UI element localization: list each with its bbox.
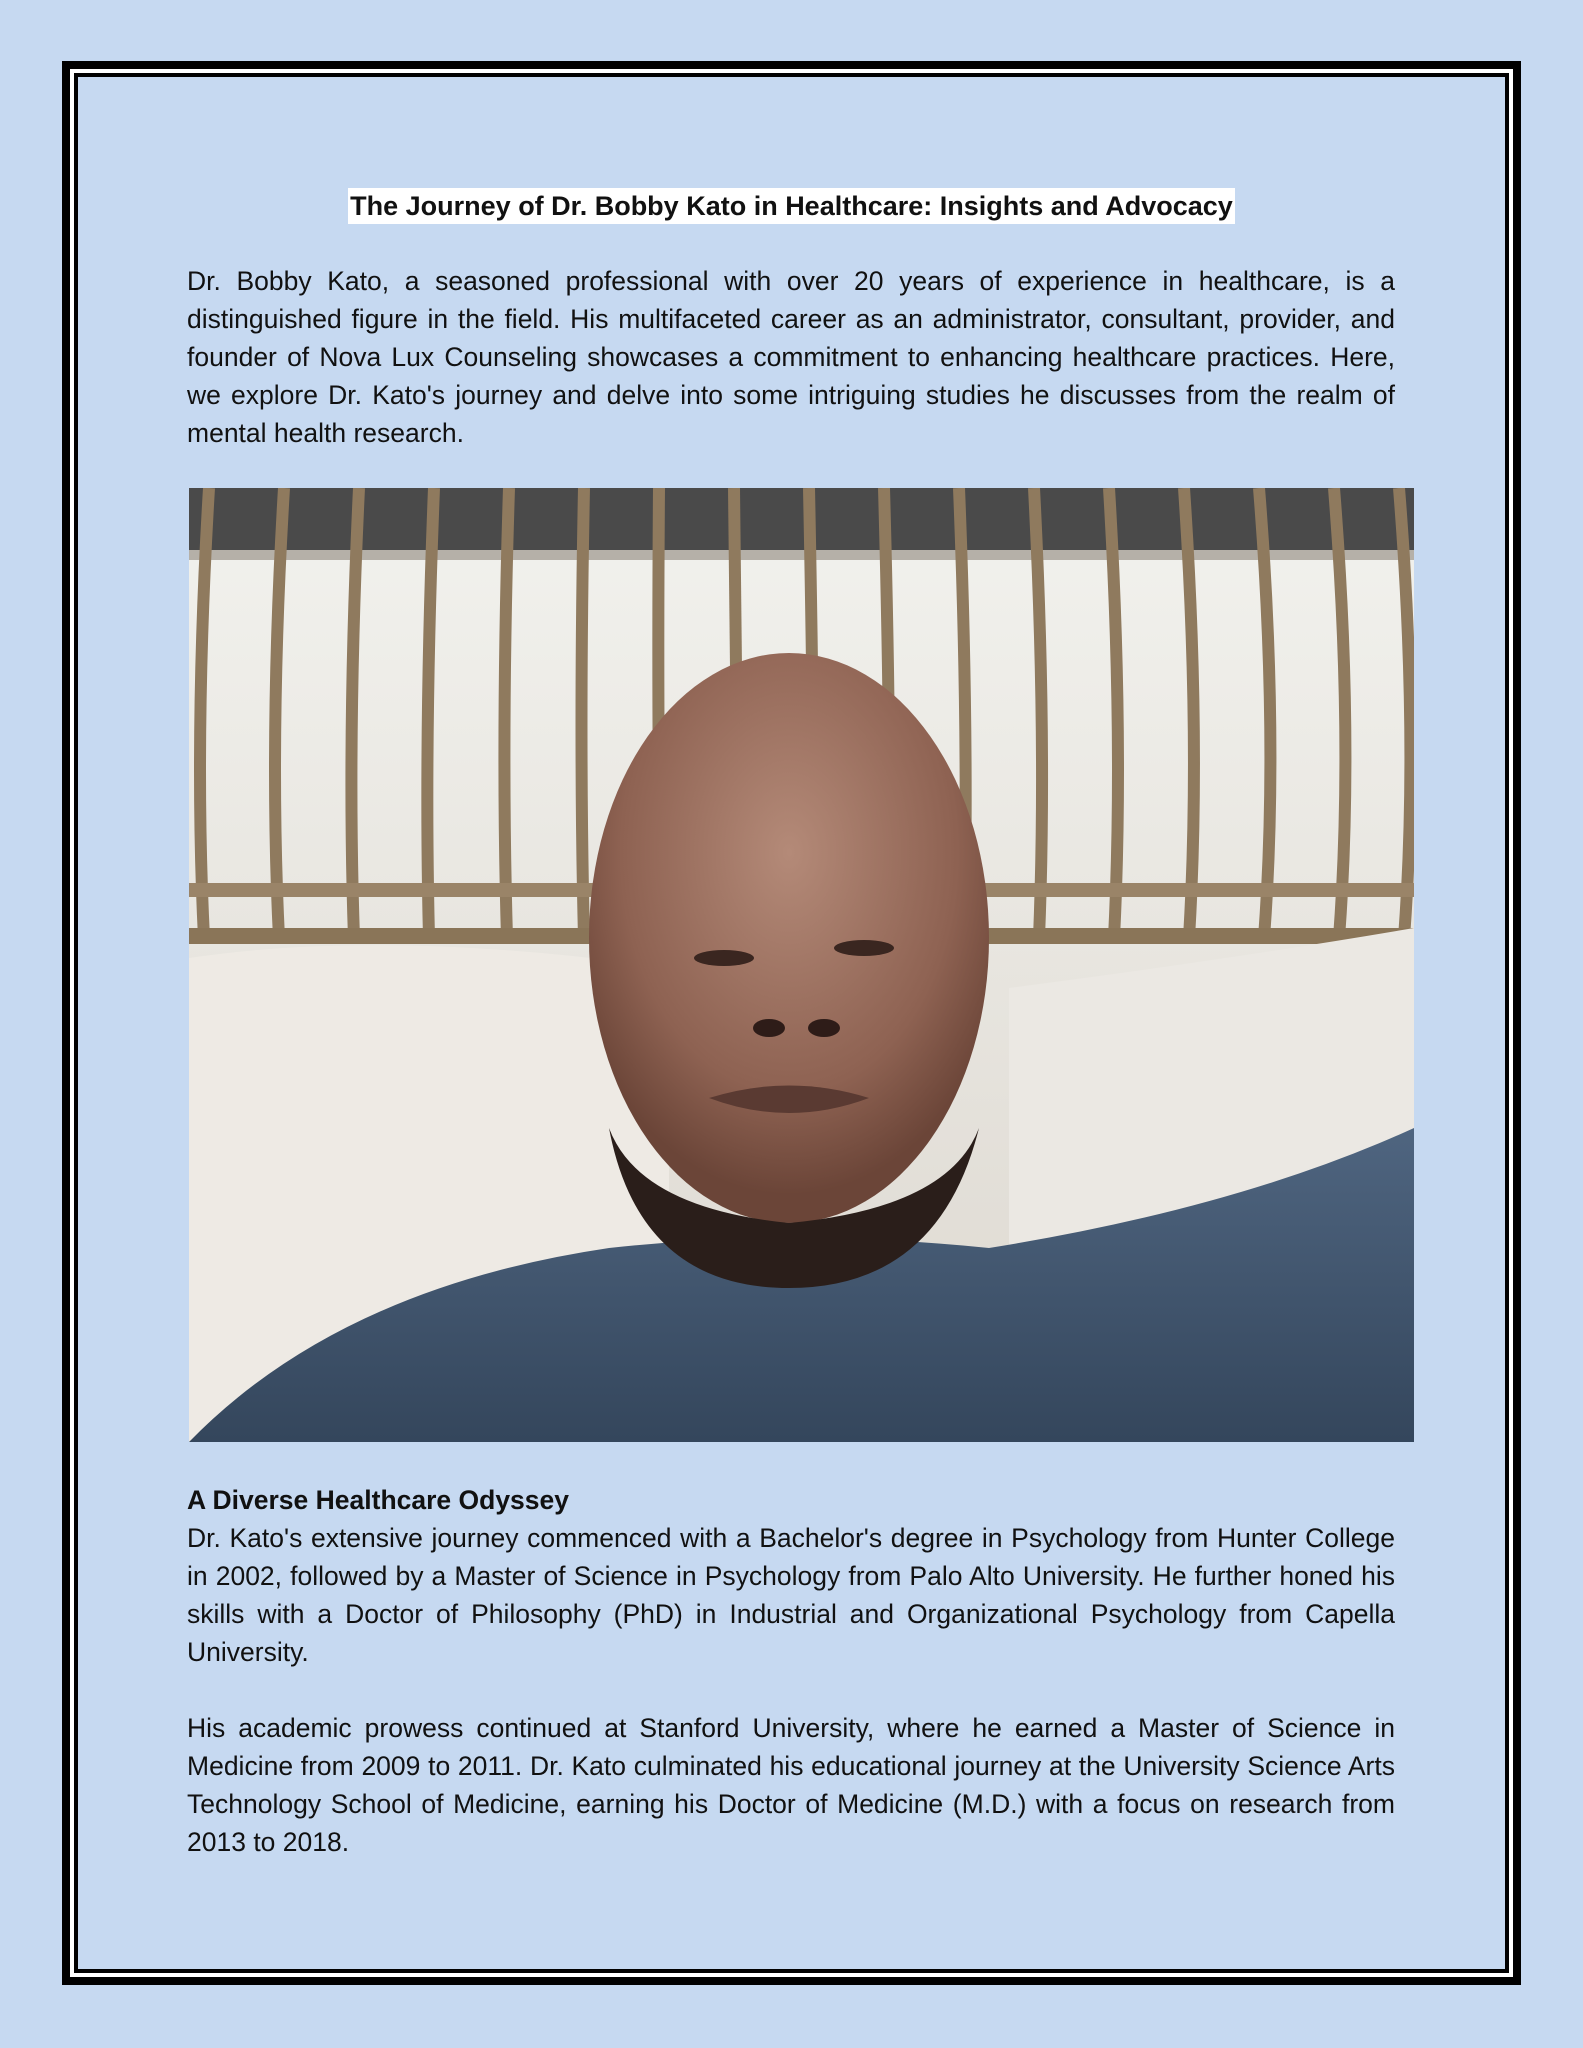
education-paragraph-2: His academic prowess continued at Stanford University, where he earned a Master of Science in Medicine from 2009 to 2011. Dr. Kato culminated his educational journey at the University Science Arts Technology School of Medicine, earning his Doctor of Medicine (M.D.) with a focus on research from 2013 to 2018. [187, 1713, 1395, 1857]
education-paragraph-1: Dr. Kato's extensive journey commenced with a Bachelor's degree in Psychology from Hunter College in 2002, followed by a Master of Science in Psychology from Palo Alto University. He further honed his skills with a Doctor of Philosophy (PhD) in Industrial and Organizational Psychology from Capella University. [187, 1523, 1395, 1667]
portrait-photo [189, 488, 1414, 1442]
document-title: The Journey of Dr. Bobby Kato in Healthcare: Insights and Advocacy [348, 188, 1235, 224]
section-heading: A Diverse Healthcare Odyssey [187, 1485, 570, 1515]
intro-paragraph: Dr. Bobby Kato, a seasoned professional with over 20 years of experience in healthcare, is a distinguished figure in the field. His multifaceted career as an administrator, consultant, provider, and founder of Nova Lux Counseling showcases a commitment to enhancing healthcare practices. Here, we explore Dr. Kato's journey and delve into some intriguing studies he discusses from the realm of mental health research. [187, 266, 1395, 448]
